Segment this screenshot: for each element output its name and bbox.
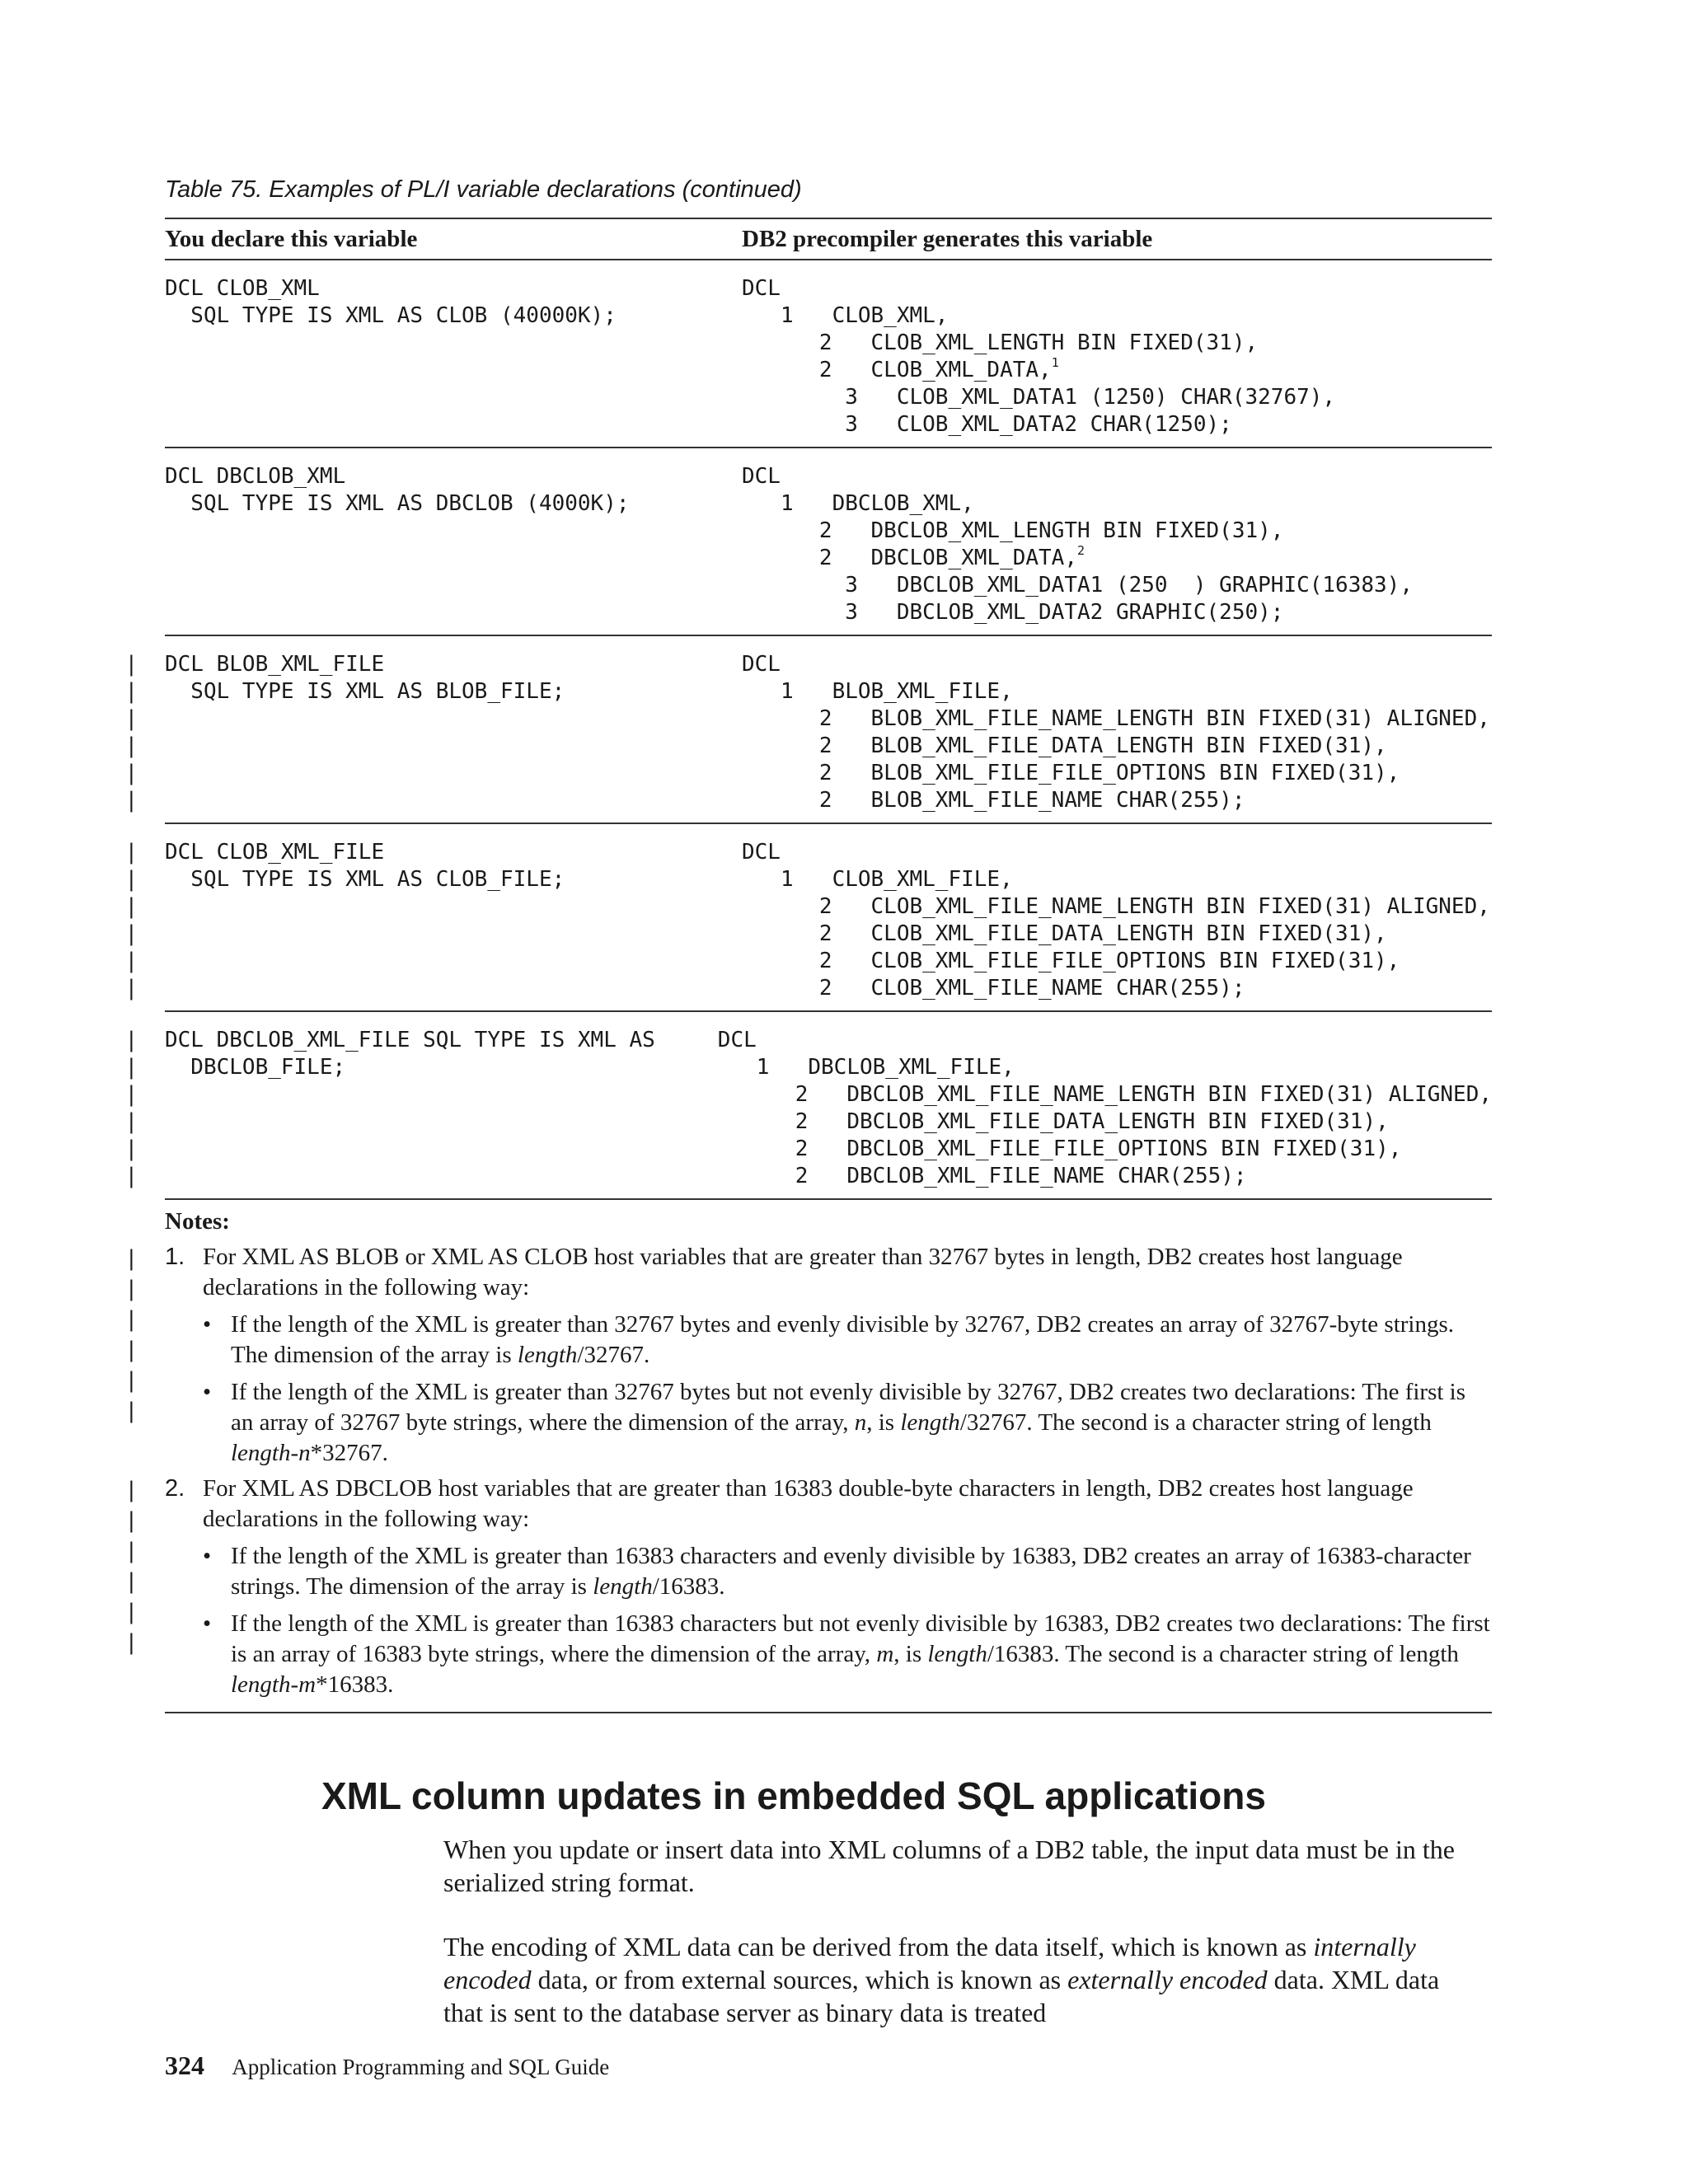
change-bar: |: [128, 1478, 135, 1502]
code-line: 2 BLOB_XML_FILE_NAME_LENGTH BIN FIXED(31) ALIGNED,: [742, 706, 1490, 731]
code-line: DCL: [717, 1028, 757, 1052]
note-item: [165, 1474, 1492, 1700]
change-bar: |: [128, 1277, 135, 1301]
change-bar: |: [128, 1508, 135, 1533]
table-row: [128, 1012, 1492, 1200]
table-header-row: [165, 219, 1492, 260]
code-line: 2 CLOB_XML_DATA,$^1$: [742, 355, 1059, 382]
generated-cell: [742, 275, 1492, 438]
change-bar: |: [128, 1399, 135, 1423]
declare-cell: DCL DBCLOB_XML SQL TYPE IS XML AS DBCLOB (4000K);: [165, 464, 630, 516]
bullet-icon: •: [203, 1610, 212, 1637]
header-precompiler-generates: DB2 precompiler generates this variable: [742, 225, 1153, 252]
bullet-text: If the length of the XML is greater than 32767 bytes and evenly divisible by 32767, DB2 creates an array of 32767-byte strings. The dimension of the array is length/32767.: [231, 1311, 1454, 1368]
code-line: 2 CLOB_XML_FILE_NAME CHAR(255);: [742, 976, 1245, 1001]
change-bar: |: [128, 1338, 135, 1362]
change-bar: |: [128, 1600, 135, 1624]
note-number: 1.: [165, 1244, 185, 1270]
change-bar: |: [128, 1246, 135, 1271]
declarations-table: [128, 218, 1492, 1713]
code-line: 3 DBCLOB_XML_DATA1 (250 ) GRAPHIC(16383),: [742, 573, 1413, 598]
code-line: 2 DBCLOB_XML_LENGTH BIN FIXED(31),: [742, 518, 1284, 543]
generated-cell: [742, 651, 1492, 814]
book-title: Application Programming and SQL Guide: [232, 2055, 610, 2079]
code-line: DCL: [742, 840, 781, 865]
table-caption: Table 75. Examples of PL/I variable declarations (continued): [165, 176, 802, 203]
table-row: [165, 448, 1492, 636]
code-line: 2 CLOB_XML_FILE_FILE_OPTIONS BIN FIXED(31),: [742, 949, 1400, 973]
table-row: [128, 636, 1492, 824]
declare-cell: DCL CLOB_XML_FILE SQL TYPE IS XML AS CLOB_FILE;: [165, 840, 565, 892]
declare-cell: DCL DBCLOB_XML_FILE SQL TYPE IS XML AS DBCLOB_FILE;: [165, 1028, 655, 1080]
code-line: 2 BLOB_XML_FILE_FILE_OPTIONS BIN FIXED(31),: [742, 761, 1400, 785]
note-item: [165, 1242, 1492, 1469]
change-bar: |: [128, 1569, 135, 1594]
change-bars: | | | | | |: [128, 1028, 135, 1188]
code-line: 1 BLOB_XML_FILE,: [742, 679, 1013, 704]
generated-cell: [718, 1027, 1492, 1190]
change-bars: | | | | | |: [128, 840, 135, 1001]
code-line: 2 BLOB_XML_FILE_DATA_LENGTH BIN FIXED(31),: [742, 733, 1387, 758]
bullet-icon: •: [203, 1379, 212, 1405]
table-body: [128, 260, 1492, 1200]
bullet-text: If the length of the XML is greater than 16383 characters and evenly divisible by 16383, DB2 creates an array of 16383-character strings. The dimension of the array is length/16383.: [231, 1543, 1471, 1600]
page-footer: [165, 2050, 609, 2081]
code-line: DCL: [742, 464, 781, 489]
change-bar: |: [128, 1630, 135, 1655]
code-line: 2 CLOB_XML_LENGTH BIN FIXED(31),: [742, 330, 1259, 355]
code-line: 3 CLOB_XML_DATA1 (1250) CHAR(32767),: [742, 385, 1336, 410]
bullet-text: If the length of the XML is greater than 32767 bytes but not evenly divisible by 32767, DB2 creates two declarations: The first is an array of 32767 byte strings, where the dimension of the array, n, is length/32767. The second is a character string of length length-n*32767.: [231, 1379, 1466, 1466]
declare-cell: DCL BLOB_XML_FILE SQL TYPE IS XML AS BLOB_FILE;: [165, 652, 565, 704]
table-notes: [128, 1200, 1492, 1713]
notes-title: Notes:: [165, 1208, 230, 1235]
note-text: For XML AS DBCLOB host variables that are greater than 16383 double-byte characters in length, DB2 creates host language declarations in the following way:: [203, 1475, 1414, 1532]
code-line: 3 CLOB_XML_DATA2 CHAR(1250);: [742, 412, 1232, 437]
bullet-icon: •: [203, 1311, 212, 1338]
note-number: 2.: [165, 1475, 185, 1502]
page-number: 324: [165, 2050, 204, 2080]
code-line: DCL: [742, 652, 781, 677]
header-you-declare: You declare this variable: [165, 225, 418, 252]
change-bar: |: [128, 1368, 135, 1393]
code-line: 2 DBCLOB_XML_FILE_DATA_LENGTH BIN FIXED(31),: [717, 1109, 1389, 1134]
section-paragraph-1: When you update or insert data into XML columns of a DB2 table, the input data must be in the serialized string format.: [443, 1835, 1455, 1897]
section-paragraph-2: The encoding of XML data can be derived from the data itself, which is known as internally encoded data, or from external sources, which is known as externally encoded data. XML data that is sent to the database server as binary data is treated: [443, 1932, 1440, 2027]
code-line: 2 DBCLOB_XML_FILE_NAME_LENGTH BIN FIXED(31) ALIGNED,: [717, 1082, 1492, 1107]
code-line: 1 DBCLOB_XML_FILE,: [717, 1055, 1015, 1080]
note-bullet: [203, 1609, 1492, 1700]
code-line: 1 CLOB_XML_FILE,: [742, 867, 1013, 892]
note-bullet: [203, 1377, 1492, 1469]
declare-cell: DCL CLOB_XML SQL TYPE IS XML AS CLOB (40000K);: [165, 276, 617, 328]
section-heading: XML column updates in embedded SQL applications: [321, 1774, 1266, 1817]
change-bar: |: [128, 1307, 135, 1332]
footnote-ref: 1: [1051, 355, 1059, 370]
bullet-icon: •: [203, 1543, 212, 1569]
code-line: DCL: [742, 276, 781, 301]
code-line: 3 DBCLOB_XML_DATA2 GRAPHIC(250);: [742, 600, 1284, 625]
code-line: 2 DBCLOB_XML_FILE_NAME CHAR(255);: [717, 1164, 1247, 1188]
note-bullet: [203, 1541, 1492, 1602]
code-line: 1 CLOB_XML,: [742, 303, 949, 328]
note-text: For XML AS BLOB or XML AS CLOB host variables that are greater than 32767 bytes in length, DB2 creates host language declarations in the following way:: [203, 1244, 1403, 1301]
code-line: 2 DBCLOB_XML_DATA,$^2$: [742, 543, 1085, 570]
generated-cell: [742, 463, 1492, 626]
generated-cell: [742, 839, 1492, 1002]
code-line: 2 CLOB_XML_FILE_NAME_LENGTH BIN FIXED(31) ALIGNED,: [742, 894, 1490, 919]
footnote-ref: 2: [1077, 543, 1085, 558]
change-bars: | | | | | |: [128, 652, 135, 813]
note-bullet: [203, 1310, 1492, 1371]
change-bar: |: [128, 1539, 135, 1563]
code-line: 2 BLOB_XML_FILE_NAME CHAR(255);: [742, 788, 1245, 813]
bullet-text: If the length of the XML is greater than 16383 characters but not evenly divisible by 16383, DB2 creates two declarations: The first is an array of 16383 byte strings, where the dimension of the array, m, is length/16383. The second is a character string of length length-m*16383.: [231, 1610, 1490, 1698]
code-line: 1 DBCLOB_XML,: [742, 491, 974, 516]
code-line: 2 CLOB_XML_FILE_DATA_LENGTH BIN FIXED(31),: [742, 921, 1387, 946]
code-line: 2 DBCLOB_XML_FILE_FILE_OPTIONS BIN FIXED(31),: [717, 1137, 1402, 1161]
table-row: [165, 260, 1492, 448]
table-row: [128, 824, 1492, 1012]
